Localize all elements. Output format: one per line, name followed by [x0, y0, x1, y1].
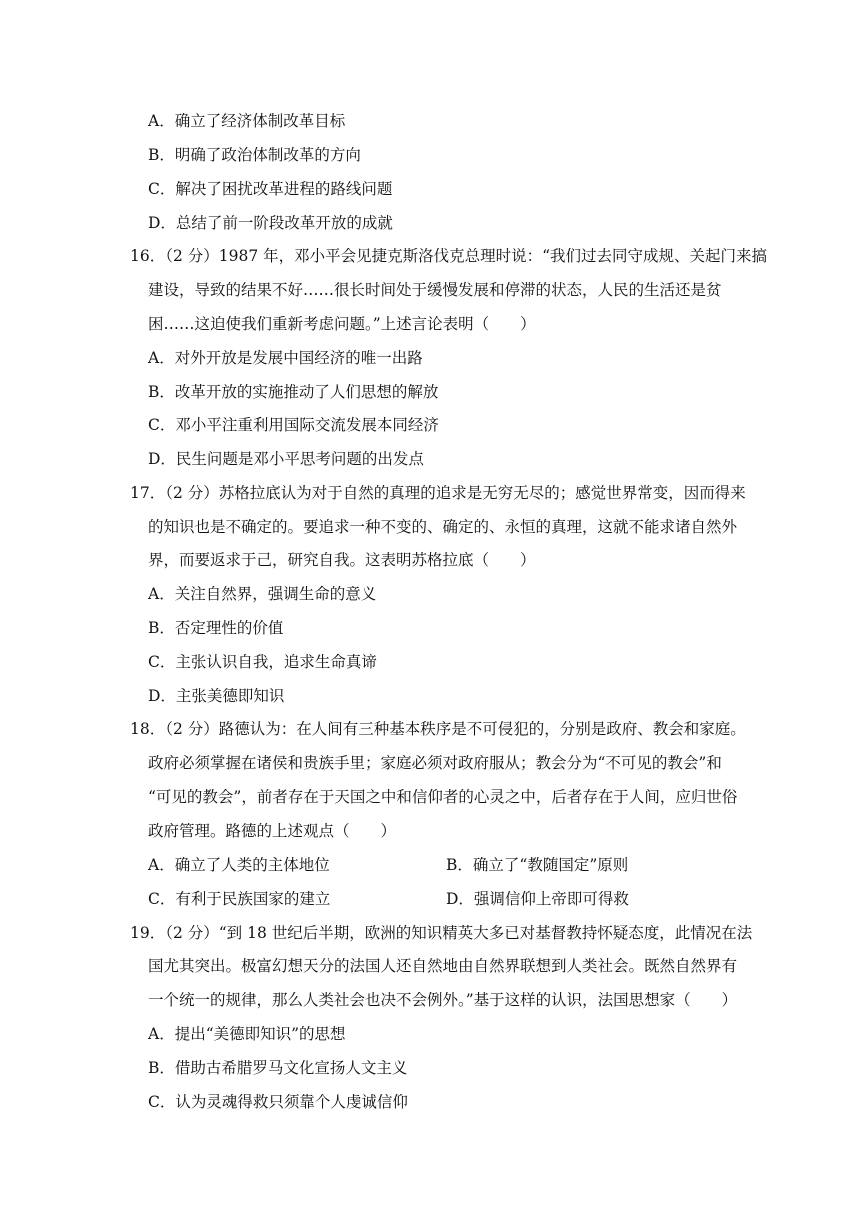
q15-option-d: D．总结了前一阶段改革开放的成就: [148, 214, 393, 232]
q19-option-b: B．借助古希腊罗马文化宣扬人文主义: [148, 1059, 408, 1077]
q17-stem-line-3: 界，而要返求于己，研究自我。这表明苏格拉底（ ）: [148, 551, 536, 569]
q17-option-c: C．主张认识自我，追求生命真谛: [148, 653, 377, 671]
q19-stem-line-2: 国尤其突出。极富幻想天分的法国人还自然地由自然界联想到人类社会。既然自然界有: [148, 957, 738, 975]
q17-stem-line-2: 的知识也是不确定的。要追求一种不变的、确定的、永恒的真理，这就不能求诸自然外: [148, 518, 738, 536]
q15-option-b: B．明确了政治体制改革的方向: [148, 146, 361, 164]
q19-stem-line-1: 19．（2 分）“到 18 世纪后半期，欧洲的知识精英大多已对基督教持怀疑态度，此情况在法: [130, 924, 753, 942]
q16-option-c: C．邓小平注重利用国际交流发展本同经济: [148, 416, 439, 434]
q16-stem-line-1: 16．（2 分）1987 年，邓小平会见捷克斯洛伐克总理时说：“我们过去同守成规、关起门来搞: [130, 247, 768, 265]
q17-option-a: A．关注自然界，强调生命的意义: [148, 585, 377, 603]
q16-stem-line-3: 困……这迫使我们重新考虑问题。”上述言论表明（ ）: [148, 315, 536, 333]
q18-option-d: D．强调信仰上帝即可得救: [446, 890, 629, 908]
q19-option-a: A．提出“美德即知识”的思想: [148, 1025, 346, 1043]
q17-option-d: D．主张美德即知识: [148, 687, 285, 705]
q18-stem-line-2: 政府必须掌握在诸侯和贵族手里；家庭必须对政府服从；教会分为“不可见的教会”和: [148, 754, 722, 772]
q18-stem-line-3: “可见的教会”，前者存在于天国之中和信仰者的心灵之中，后者存在于人间，应归世俗: [148, 788, 738, 806]
q18-option-c: C．有利于民族国家的建立: [148, 890, 331, 908]
q17-stem-line-1: 17．（2 分）苏格拉底认为对于自然的真理的追求是无穷无尽的；感觉世界常变，因而得来: [130, 484, 746, 502]
q18-option-a: A．确立了人类的主体地位: [148, 856, 330, 874]
q19-option-c: C．认为灵魂得救只须靠个人虔诚信仰: [148, 1093, 408, 1111]
q15-option-c: C．解决了困扰改革进程的路线问题: [148, 180, 393, 198]
q17-option-b: B．否定理性的价值: [148, 619, 284, 637]
q16-option-d: D．民生问题是邓小平思考问题的出发点: [148, 450, 424, 468]
q16-option-b: B．改革开放的实施推动了人们思想的解放: [148, 383, 439, 401]
q19-stem-line-3: 一个统一的规律，那么人类社会也决不会例外。”基于这样的认识，法国思想家（ ）: [148, 991, 738, 1009]
q16-option-a: A．对外开放是发展中国经济的唯一出路: [148, 349, 423, 367]
q18-stem-line-1: 18．（2 分）路德认为：在人间有三种基本秩序是不可侵犯的，分别是政府、教会和家庭。: [130, 720, 746, 738]
q15-option-a: A．确立了经济体制改革目标: [148, 112, 346, 130]
q16-stem-line-2: 建设，导致的结果不好……很长时间处于缓慢发展和停滞的状态，人民的生活还是贫: [148, 281, 722, 299]
q18-stem-line-4: 政府管理。路德的上述观点（ ）: [148, 822, 397, 840]
q18-option-b: B．确立了“教随国定”原则: [446, 856, 629, 874]
